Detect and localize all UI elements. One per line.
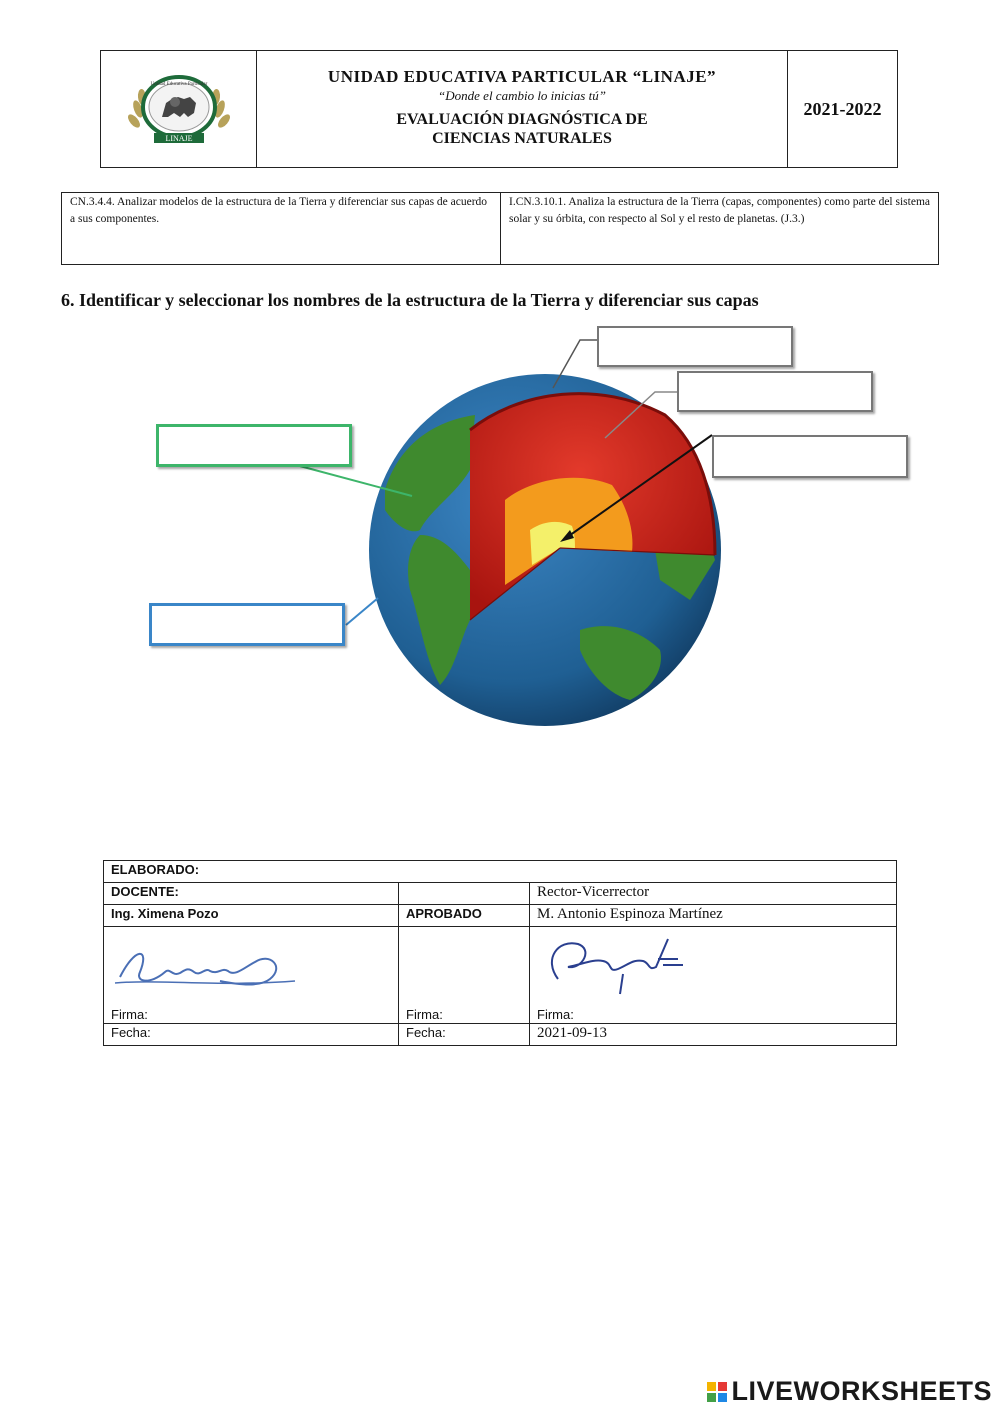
answer-box-land[interactable] [156, 424, 352, 467]
svg-text:LINAJE: LINAJE [164, 134, 193, 143]
teacher-name: Ing. Ximena Pozo [104, 905, 399, 927]
firma-label-3: Firma: [537, 1007, 574, 1022]
approver-name: M. Antonio Espinoza Martínez [530, 905, 897, 927]
approval-table [103, 860, 897, 1046]
docente-label: DOCENTE: [104, 883, 399, 905]
eval-title-line1: EVALUACIÓN DIAGNÓSTICA DE [396, 111, 648, 128]
title-cell [257, 51, 788, 167]
teacher-signature [110, 937, 300, 997]
firma-label-1: Firma: [111, 1007, 148, 1022]
fecha-label-1: Fecha: [104, 1024, 399, 1046]
indicator-icn: I.CN.3.10.1. Analiza la estructura de la Tierra (capas, componentes) como parte del sistema solar y su órbita, con respecto al Sol y el resto de planetas. (J.3.) [509, 196, 930, 225]
objective-cn: CN.3.4.4. Analizar modelos de la estructura de la Tierra y diferenciar sus capas de acuerdo a sus componentes. [62, 193, 501, 264]
liveworksheets-grid-icon [707, 1382, 727, 1402]
approver-signature [538, 929, 698, 999]
svg-text:Unidad Educativa Particular: Unidad Educativa Particular [150, 82, 207, 87]
evaluation-title [257, 110, 787, 148]
school-motto: “Donde el cambio lo inicias tú” [438, 88, 606, 103]
teacher-signature-cell [104, 927, 399, 1024]
school-year: 2021-2022 [803, 98, 882, 119]
objectives-table [61, 192, 939, 265]
approval-date: 2021-09-13 [530, 1024, 897, 1046]
rector-label: Rector-Vicerrector [530, 883, 897, 905]
answer-box-mantle[interactable] [677, 371, 873, 412]
liveworksheets-text: LIVEWORKSHEETS [731, 1376, 992, 1406]
lion-crest-icon [124, 69, 234, 149]
empty-cell [399, 883, 530, 905]
liveworksheets-logo [707, 1376, 992, 1407]
fecha-label-2: Fecha: [399, 1024, 530, 1046]
pointer-water [346, 598, 378, 625]
firma-cell-2 [399, 927, 530, 1024]
answer-box-water[interactable] [149, 603, 345, 646]
approver-signature-cell [530, 927, 897, 1024]
question-title: 6. Identificar y seleccionar los nombres de la estructura de la Tierra y diferenciar sus capas [61, 290, 759, 310]
aprobado-label: APROBADO [399, 905, 530, 927]
answer-box-core[interactable] [712, 435, 908, 478]
firma-label-2: Firma: [406, 1007, 443, 1022]
elaborado-label: ELABORADO: [104, 861, 897, 883]
logo-cell [101, 51, 257, 167]
eval-title-line2: CIENCIAS NATURALES [432, 130, 612, 147]
header-table [100, 50, 898, 168]
answer-box-crust[interactable] [597, 326, 793, 367]
school-name: UNIDAD EDUCATIVA PARTICULAR “LINAJE” [327, 67, 717, 86]
